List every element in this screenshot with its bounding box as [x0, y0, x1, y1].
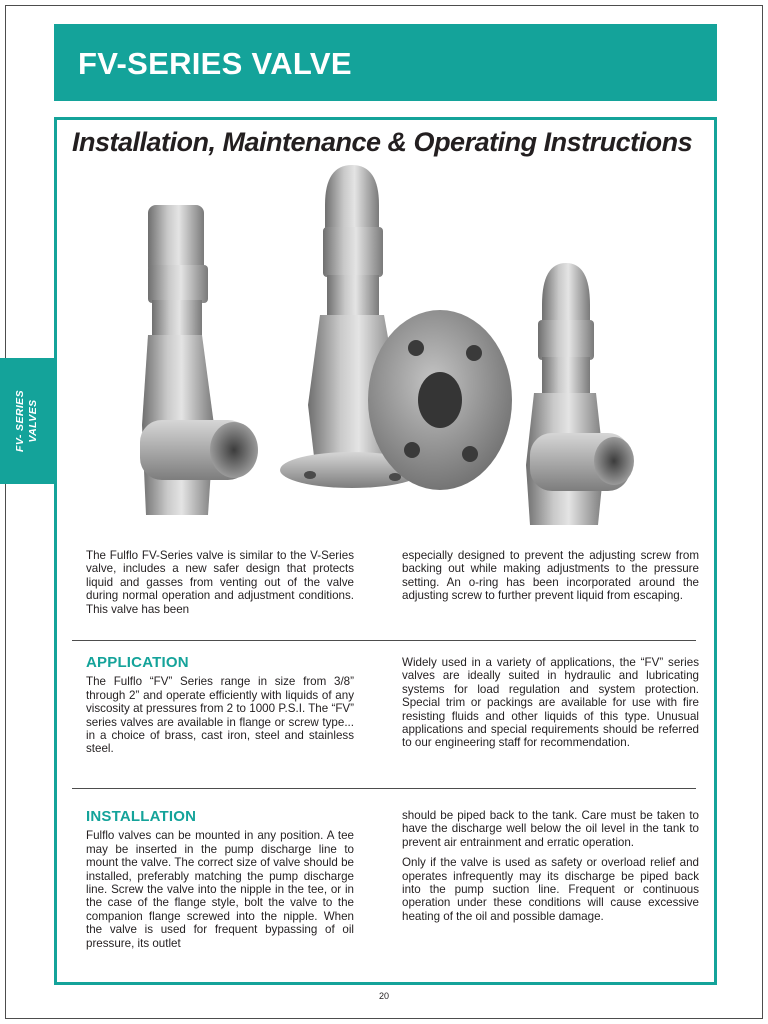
header-banner	[54, 24, 717, 101]
side-tab-line1: FV- SERIES	[14, 390, 26, 452]
page-title: FV-SERIES VALVE	[78, 46, 352, 81]
center-valve	[280, 165, 512, 490]
application-left-text: The Fulflo “FV” Series range in size from 3/8” through 2” and operate efficiently with liquids of any viscosity at pressures from 2 to 1000 P.S.I. The “FV” series valves are available in flange or screw type... in a choice of brass, cast iron, steel and stainless steel.	[86, 675, 354, 756]
side-tab-label	[14, 390, 40, 452]
intro-right-text: especially designed to prevent the adjusting screw from backing out while making adjustments to the pressure setting. An o-ring has been incorporated around the adjusting screw to further prevent liquid from escaping.	[402, 549, 699, 603]
intro-right	[402, 549, 699, 603]
application-right	[402, 656, 699, 750]
valves-photo	[130, 165, 650, 535]
page-number: 20	[378, 991, 389, 1001]
installation-right-text-1: should be piped back to the tank. Care must be taken to have the discharge well below the oil level in the tank to prevent air entrainment and erratic operation.	[402, 809, 699, 849]
installation-left	[86, 810, 354, 950]
left-valve	[140, 205, 258, 515]
installation-left-text: Fulflo valves can be mounted in any position. A tee may be inserted in the pump discharge line to mount the valve. The correct size of valve should be installed, preferably matching the pump discharge line. Screw the valve into the nipple in the tee, or in the case of the flange style, bolt the valve to the companion flange screwed into the nipple. When the valve is used for frequent bypassing of oil pressure, its outlet	[86, 829, 354, 950]
installation-heading: INSTALLATION	[86, 808, 197, 825]
right-valve	[526, 263, 634, 525]
intro-left-text: The Fulflo FV-Series valve is similar to the V-Series valve, includes a new safer design that protects liquid and gasses from venting out of the valve during normal operation and adjustment conditions. This valve has been	[86, 549, 354, 616]
side-tab-line2: VALVES	[27, 399, 39, 443]
section-side-tab	[0, 358, 55, 484]
installation-right-text-2: Only if the valve is used as safety or overload relief and operates infrequently may its discharge be piped back into the pump suction line. Frequent or continuous operation under these conditions will cause excessive heating of the oil and possible damage.	[402, 856, 699, 923]
instructions-heading: Installation, Maintenance & Operating Instructions	[72, 127, 693, 157]
divider-2	[72, 788, 696, 789]
application-heading: APPLICATION	[86, 654, 189, 671]
intro-left	[86, 549, 354, 616]
application-left	[86, 656, 354, 756]
installation-right	[402, 809, 699, 923]
divider-1	[72, 640, 696, 641]
application-right-text: Widely used in a variety of applications, the “FV” series valves are ideally suited in hydraulic and lubricating systems for load regulation and system protection. Special trim or packings are available for use with fire resisting fluids and other liquids of this type. Unusual applications and special requirements should be referred to our engineering staff for recommendation.	[402, 656, 699, 750]
